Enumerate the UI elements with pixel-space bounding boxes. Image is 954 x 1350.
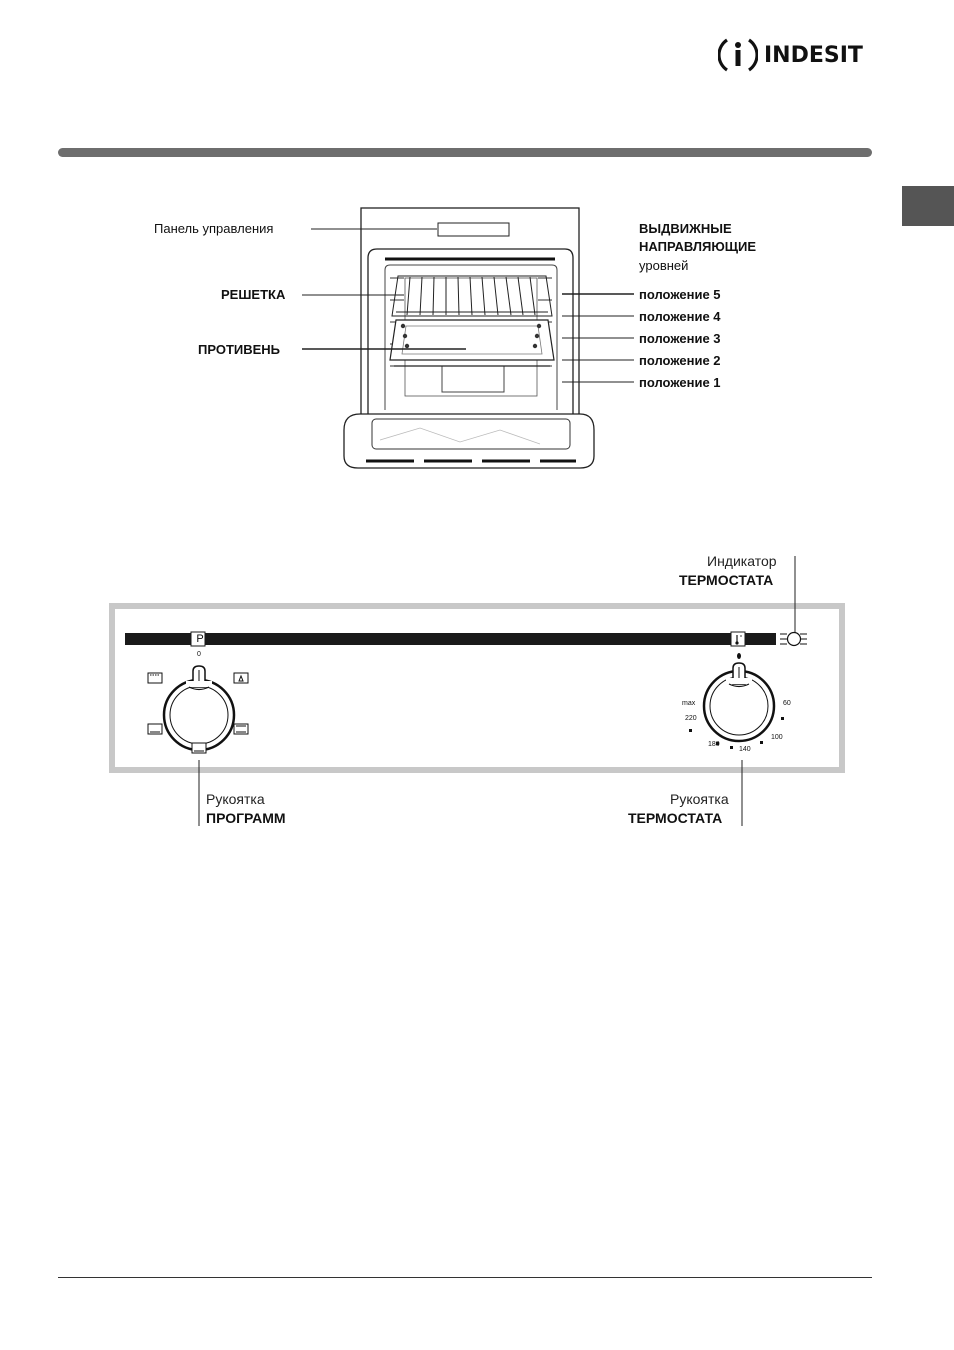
program-knob-label-line1: Рукоятка (206, 791, 265, 807)
control-panel-label: Панель управления (154, 221, 274, 236)
guides-title-line2: НАПРАВЛЯЮЩИЕ (639, 239, 757, 254)
scale-220: 220 (685, 715, 697, 722)
indicator-label-line1: Индикатор (707, 553, 777, 569)
tray-label: ПРОТИВЕНЬ (198, 342, 281, 357)
control-panel-diagram (0, 540, 954, 840)
thermo-knob-label-line1: Рукоятка (670, 791, 729, 807)
scale-max: max (682, 700, 696, 707)
position-label: положение 1 (639, 375, 721, 390)
scale-60: 60 (783, 700, 791, 707)
logo-text: INDESIT (764, 42, 863, 68)
rack-label: РЕШЕТКА (221, 287, 286, 302)
thermostat-indicator-icon (780, 633, 807, 646)
footer-rule (58, 1277, 872, 1278)
thermo-knob-label-line2: ТЕРМОСТАТА (628, 810, 723, 826)
position-label: положение 2 (639, 353, 721, 368)
scale-100: 100 (771, 734, 783, 741)
scale-140: 140 (739, 746, 751, 753)
position-label: положение 3 (639, 331, 721, 346)
position-label: положение 5 (639, 287, 721, 302)
program-knob-label-line2: ПРОГРАММ (206, 810, 286, 826)
program-symbol: P (196, 633, 204, 645)
guides-title-line1: ВЫДВИЖНЫЕ (639, 221, 732, 236)
guides-subtitle: уровней (639, 258, 689, 273)
oven-diagram (0, 0, 954, 500)
indicator-label-line2: ТЕРМОСТАТА (679, 572, 774, 588)
program-zero: 0 (197, 651, 201, 658)
position-label: положение 4 (639, 309, 721, 324)
scale-180: 180 (708, 741, 720, 748)
